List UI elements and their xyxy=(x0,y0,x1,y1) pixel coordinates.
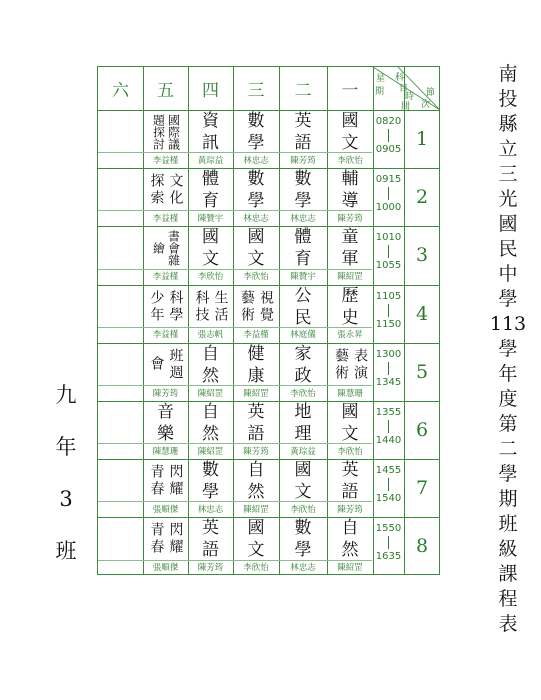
subject-cell xyxy=(233,345,279,385)
subject-cell xyxy=(279,112,327,152)
teacher-name xyxy=(98,210,143,225)
subject-cell xyxy=(327,112,373,152)
subject-cell xyxy=(188,519,233,559)
time-separator xyxy=(388,245,389,258)
subject-cell xyxy=(188,287,233,327)
day-header: 一 xyxy=(341,81,359,101)
subject-cell xyxy=(98,461,143,501)
subject-cell xyxy=(188,170,233,210)
row-divider xyxy=(98,168,439,169)
timetable xyxy=(97,66,440,575)
start-time: 0915 xyxy=(375,174,402,186)
day-header: 三 xyxy=(247,81,265,101)
subject-cell xyxy=(279,461,327,501)
teacher-name: 張順傑 xyxy=(152,504,179,515)
subject-cell xyxy=(279,287,327,327)
start-time: 1455 xyxy=(375,465,402,477)
subject-name: 自然 xyxy=(247,460,265,503)
title-char: 度 xyxy=(498,388,518,410)
teacher-name: 林庭儀 xyxy=(290,330,316,341)
teacher-name: 李欣怡 xyxy=(243,563,269,574)
end-time: 1345 xyxy=(375,376,402,388)
subject-cell xyxy=(188,112,233,152)
teacher-name: 林忠志 xyxy=(243,155,269,166)
subject-cell xyxy=(143,287,188,327)
subject-name: 文化探索 xyxy=(148,173,184,208)
start-time: 1105 xyxy=(375,290,402,302)
subject-name: 數學 xyxy=(202,460,219,503)
day-header: 五 xyxy=(157,81,174,101)
subject-name: 歷史 xyxy=(341,285,359,328)
title-char: 級 xyxy=(498,538,518,560)
teacher-name xyxy=(98,501,143,516)
title-char: 二 xyxy=(498,438,518,460)
teacher-name: 陳紹罡 xyxy=(197,388,224,399)
subject-cell xyxy=(98,112,143,152)
class-name xyxy=(46,380,86,588)
corner-label: 目 xyxy=(399,84,409,94)
start-time: 1300 xyxy=(375,348,402,360)
teacher-name: 陳芳筠 xyxy=(197,563,224,574)
period-number: 2 xyxy=(415,186,429,209)
title-char: 國 xyxy=(498,213,518,235)
subject-cell xyxy=(327,228,373,268)
row-divider xyxy=(98,343,439,344)
subject-name: 國文 xyxy=(341,402,359,445)
subject-cell xyxy=(98,345,143,385)
teacher-name: 陳贊宇 xyxy=(290,272,316,283)
subject-name: 體育 xyxy=(202,169,219,212)
class-time xyxy=(373,349,404,388)
subject-cell xyxy=(233,403,279,443)
teacher-name: 李欣怡 xyxy=(290,388,316,399)
row-divider xyxy=(98,226,439,227)
teacher-name: 李欣怡 xyxy=(243,272,269,283)
subject-name: 自然 xyxy=(341,518,359,561)
subject-cell xyxy=(327,345,373,385)
title-char: 程 xyxy=(498,588,518,610)
subject-cell xyxy=(143,345,188,385)
subject-cell xyxy=(233,170,279,210)
teacher-name: 陳紹罡 xyxy=(197,446,224,457)
subject-name: 國文 xyxy=(294,460,312,503)
subject-name: 英語 xyxy=(247,402,265,445)
day-header: 四 xyxy=(202,81,219,101)
subject-cell xyxy=(233,461,279,501)
header-corner xyxy=(373,67,440,110)
teacher-name: 林忠志 xyxy=(290,563,316,574)
title-char: 中 xyxy=(498,263,518,285)
time-separator xyxy=(388,420,389,433)
corner-label: 星 xyxy=(376,74,386,84)
class-time xyxy=(373,523,404,562)
teacher-name xyxy=(98,269,143,284)
time-separator xyxy=(388,187,389,200)
subject-name: 英語 xyxy=(294,111,312,154)
subject-name: 數學 xyxy=(247,111,265,154)
teacher-name: 陳紹罡 xyxy=(337,272,363,283)
teacher-name: 陳芳筠 xyxy=(152,388,179,399)
title-char: 光 xyxy=(498,188,518,210)
teacher-name: 黃琮益 xyxy=(290,446,316,457)
subject-cell xyxy=(98,287,143,327)
subject-cell xyxy=(188,345,233,385)
title-char: 縣 xyxy=(498,113,518,135)
subject-name: 音樂 xyxy=(157,402,174,445)
subject-name: 數學 xyxy=(294,518,312,561)
subject-name: 輔導 xyxy=(341,169,359,212)
subject-name: 童軍 xyxy=(341,227,359,270)
day-header: 二 xyxy=(294,81,312,101)
teacher-name: 陳贊宇 xyxy=(197,213,224,224)
subject-cell xyxy=(279,403,327,443)
teacher-name: 陳芳筠 xyxy=(337,504,363,515)
teacher-name: 陳紹罡 xyxy=(243,388,269,399)
end-time: 0905 xyxy=(375,144,402,155)
teacher-name xyxy=(98,385,143,400)
subject-name: 視覺藝術 xyxy=(239,289,274,324)
period-number: 1 xyxy=(415,128,429,151)
teacher-name: 李欣怡 xyxy=(290,504,316,515)
class-time xyxy=(373,291,404,330)
subject-name: 國文 xyxy=(247,227,265,270)
subject-cell xyxy=(327,519,373,559)
subject-cell xyxy=(327,461,373,501)
end-time: 1150 xyxy=(375,318,402,330)
teacher-name: 李益槿 xyxy=(152,213,179,224)
end-time: 1055 xyxy=(375,260,402,272)
teacher-name: 李欣怡 xyxy=(337,446,363,457)
subject-name: 國際議題探討 xyxy=(151,114,181,151)
corner-label: 期 xyxy=(375,87,385,97)
subject-name: 數學 xyxy=(247,169,265,212)
teacher-name: 李欣怡 xyxy=(197,272,224,283)
class-name-char: 班 xyxy=(55,539,77,563)
start-time: 1550 xyxy=(375,523,402,535)
subject-name: 生活科技 xyxy=(193,289,229,324)
subject-name: 英語 xyxy=(341,460,359,503)
period-number: 5 xyxy=(415,360,429,383)
subject-cell xyxy=(188,403,233,443)
title-char: 年 xyxy=(498,363,518,385)
subject-name: 自然 xyxy=(202,402,219,445)
teacher-name: 陳芳筠 xyxy=(337,213,363,224)
corner-label: 次 xyxy=(421,100,431,110)
title-char: 投 xyxy=(498,88,518,110)
time-separator xyxy=(388,536,389,549)
subject-cell xyxy=(143,519,188,559)
subject-name: 公民 xyxy=(294,285,312,328)
subject-name: 地理 xyxy=(294,402,312,445)
title-char: 民 xyxy=(498,238,518,260)
corner-label: 節 xyxy=(426,88,436,98)
subject-name: 體育 xyxy=(294,227,312,270)
title-char: 表 xyxy=(498,613,518,635)
class-name-char: 九 xyxy=(55,383,77,407)
row-divider xyxy=(98,517,439,518)
class-name-char: 年 xyxy=(55,435,77,459)
schedule-title xyxy=(489,62,527,637)
teacher-name: 陳慧珊 xyxy=(337,388,363,399)
teacher-name xyxy=(98,152,143,167)
subject-cell xyxy=(98,403,143,443)
time-separator xyxy=(388,304,389,317)
end-time: 1000 xyxy=(375,202,402,214)
subject-cell xyxy=(143,403,188,443)
period-number: 6 xyxy=(415,419,429,442)
subject-cell xyxy=(98,228,143,268)
title-char: 課 xyxy=(498,563,518,585)
subject-name: 數學 xyxy=(294,169,312,212)
subject-cell xyxy=(143,170,188,210)
subject-name: 國文 xyxy=(247,518,265,561)
teacher-name: 李欣怡 xyxy=(337,155,363,166)
teacher-name: 林忠志 xyxy=(197,504,224,515)
teacher-name: 李益槿 xyxy=(152,272,179,283)
class-time xyxy=(373,174,404,213)
title-char: 學 xyxy=(498,288,518,310)
period-number: 3 xyxy=(415,244,429,267)
subject-cell xyxy=(279,228,327,268)
subject-cell xyxy=(327,170,373,210)
subject-name: 表演藝術 xyxy=(333,347,368,382)
teacher-name: 張永昇 xyxy=(337,330,363,341)
subject-cell xyxy=(327,403,373,443)
class-time xyxy=(373,465,404,504)
teacher-name xyxy=(98,443,143,458)
subject-name: 資訊 xyxy=(202,111,219,154)
class-time xyxy=(373,232,404,271)
end-time: 1635 xyxy=(375,551,402,563)
start-time: 1010 xyxy=(375,232,402,244)
title-char: 三 xyxy=(498,163,518,185)
title-char: 學 xyxy=(498,338,518,360)
title-char: 立 xyxy=(498,138,518,160)
teacher-name: 林忠志 xyxy=(243,213,269,224)
period-number: 7 xyxy=(415,477,429,500)
subject-name: 閃耀青春 xyxy=(148,464,184,499)
subject-cell xyxy=(279,519,327,559)
teacher-name: 李益槿 xyxy=(152,155,179,166)
subject-cell xyxy=(143,461,188,501)
class-time xyxy=(373,407,404,446)
end-time: 1440 xyxy=(375,435,402,446)
subject-cell xyxy=(143,112,188,152)
end-time: 1540 xyxy=(375,493,402,505)
title-char: 期 xyxy=(498,488,518,510)
subject-cell xyxy=(143,228,188,268)
subject-cell xyxy=(98,170,143,210)
teacher-name: 林忠志 xyxy=(290,213,316,224)
corner-label: 科 xyxy=(395,73,405,83)
subject-cell xyxy=(279,170,327,210)
title-char: 第 xyxy=(498,413,518,435)
subject-name: 國文 xyxy=(202,227,219,270)
teacher-name: 黃琮益 xyxy=(197,155,224,166)
time-separator xyxy=(388,129,389,142)
subject-name: 自然 xyxy=(202,343,219,386)
title-char: 班 xyxy=(498,513,518,535)
teacher-name: 李益槿 xyxy=(243,330,269,341)
teacher-name: 陳慧珊 xyxy=(152,446,179,457)
subject-name: 閃耀青春 xyxy=(148,522,184,557)
subject-cell xyxy=(233,519,279,559)
title-char: 學 xyxy=(498,463,518,485)
teacher-name xyxy=(98,327,143,342)
subject-cell xyxy=(233,228,279,268)
subject-name: 科學少年 xyxy=(148,289,184,324)
time-separator xyxy=(388,362,389,375)
teacher-name: 陳芳筠 xyxy=(290,155,316,166)
class-time xyxy=(373,116,404,155)
row-divider xyxy=(98,401,439,402)
corner-label: 間 xyxy=(401,102,411,112)
teacher-name: 陳紹罡 xyxy=(243,504,269,515)
subject-name: 書會雜繪 xyxy=(151,230,181,267)
subject-cell xyxy=(98,519,143,559)
subject-cell xyxy=(233,287,279,327)
teacher-name: 李益槿 xyxy=(152,330,179,341)
title-char: 113 xyxy=(489,313,527,335)
subject-cell xyxy=(188,461,233,501)
start-time: 1355 xyxy=(375,407,402,418)
subject-cell xyxy=(327,287,373,327)
teacher-name: 陳紹罡 xyxy=(337,563,363,574)
day-header: 六 xyxy=(112,81,129,101)
row-divider xyxy=(98,459,439,460)
corner-label: 時 xyxy=(405,92,415,102)
subject-name: 國文 xyxy=(341,111,359,154)
subject-name: 家政 xyxy=(294,343,312,386)
title-char: 南 xyxy=(498,63,518,85)
teacher-name: 陳芳筠 xyxy=(243,446,269,457)
teacher-name xyxy=(98,560,143,575)
time-separator xyxy=(388,478,389,491)
header-divider xyxy=(98,110,439,111)
row-divider xyxy=(98,285,439,286)
class-name-char: 3 xyxy=(59,487,73,511)
teacher-name: 張志帆 xyxy=(197,330,224,341)
subject-name: 英語 xyxy=(202,518,219,561)
subject-name: 班週會 xyxy=(148,347,184,382)
start-time: 0820 xyxy=(375,116,402,127)
subject-cell xyxy=(233,112,279,152)
subject-name: 健康 xyxy=(247,343,265,386)
period-number: 8 xyxy=(415,535,429,558)
period-number: 4 xyxy=(415,302,429,325)
subject-cell xyxy=(279,345,327,385)
subject-cell xyxy=(188,228,233,268)
teacher-name: 張順傑 xyxy=(152,563,179,574)
